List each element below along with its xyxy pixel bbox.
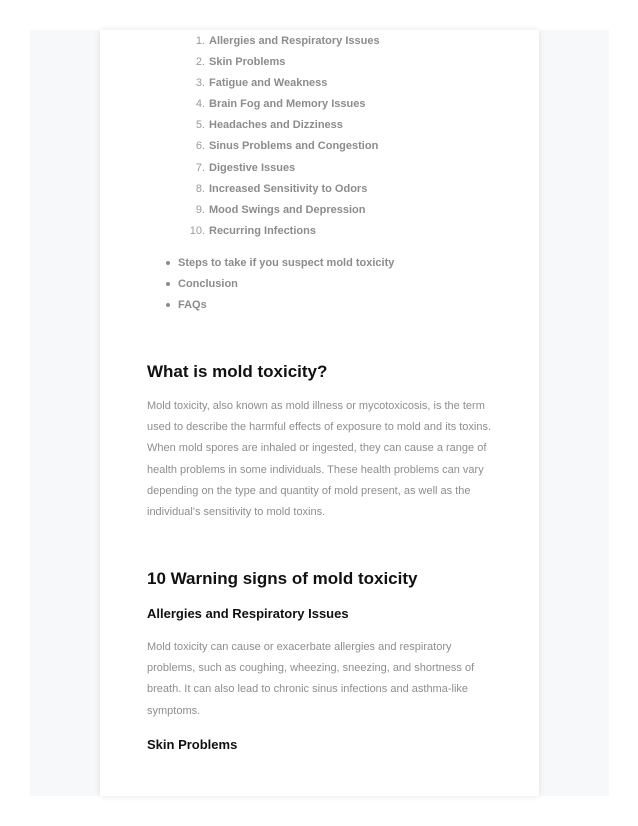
toc-item-number: 7. [195,162,205,174]
toc-item-number: 8. [195,183,205,195]
bullet-dot [166,303,170,307]
toc-item-number: 2. [195,56,205,68]
toc-item[interactable] [175,55,285,69]
toc-link-infections[interactable]: Recurring Infections [209,225,316,237]
toc-item-number: 4. [195,98,205,110]
toc-item-number: 1. [195,35,205,47]
toc-link-brain-fog[interactable]: Brain Fog and Memory Issues [209,98,366,110]
toc-item-number: 5. [195,119,205,131]
bullet-dot [166,261,170,265]
toc-link-headaches[interactable]: Headaches and Dizziness [209,119,343,131]
toc-link-steps[interactable]: Steps to take if you suspect mold toxicity [178,257,395,269]
toc-item[interactable] [175,161,295,175]
toc-item-number: 10. [189,225,205,237]
subheading-skin-problems: Skin Problems [147,737,238,752]
toc-item[interactable] [175,224,316,238]
toc-item[interactable] [175,139,378,153]
paragraph-what-is: Mold toxicity, also known as mold illness or mycotoxicosis, is the term used to describe the harmful effects of exposure to mold and its toxins. When mold spores are inhaled or ingested, they can cause a range of health problems in some individuals. These health problems can vary depending on the type and quantity of mold present, as well as the individual's sensitivity to mold toxins. [147,400,492,519]
document-page [100,30,539,796]
toc-item-number: 9. [195,204,205,216]
bullet-dot [166,282,170,286]
section-heading-warning-signs: 10 Warning signs of mold toxicity [147,569,418,588]
toc-item[interactable] [175,118,343,132]
toc-item[interactable] [178,256,394,270]
toc-link-sinus[interactable]: Sinus Problems and Congestion [209,140,379,152]
toc-link-faqs[interactable]: FAQs [178,299,207,311]
section-heading-what-is: What is mold toxicity? [147,362,328,381]
toc-link-fatigue[interactable]: Fatigue and Weakness [209,77,328,89]
toc-link-digestive[interactable]: Digestive Issues [209,162,296,174]
toc-item[interactable] [175,97,365,111]
toc-item[interactable] [175,182,367,196]
toc-link-odors[interactable]: Increased Sensitivity to Odors [209,183,368,195]
toc-item[interactable] [175,203,365,217]
subheading-allergies: Allergies and Respiratory Issues [147,606,349,621]
toc-item-number: 6. [195,140,205,152]
toc-item[interactable] [175,34,380,48]
toc-item[interactable] [175,76,327,90]
toc-item-number: 3. [195,77,205,89]
toc-item[interactable] [178,277,238,291]
toc-link-mood[interactable]: Mood Swings and Depression [209,204,366,216]
paragraph-allergies: Mold toxicity can cause or exacerbate allergies and respiratory problems, such as coughing, wheezing, sneezing, and shortness of breath. It can also lead to chronic sinus infections and asthma-like symptoms. [147,641,475,717]
toc-link-conclusion[interactable]: Conclusion [178,278,238,290]
toc-item[interactable] [178,298,207,312]
toc-link-allergies[interactable]: Allergies and Respiratory Issues [209,35,380,47]
toc-link-skin-problems[interactable]: Skin Problems [209,56,286,68]
